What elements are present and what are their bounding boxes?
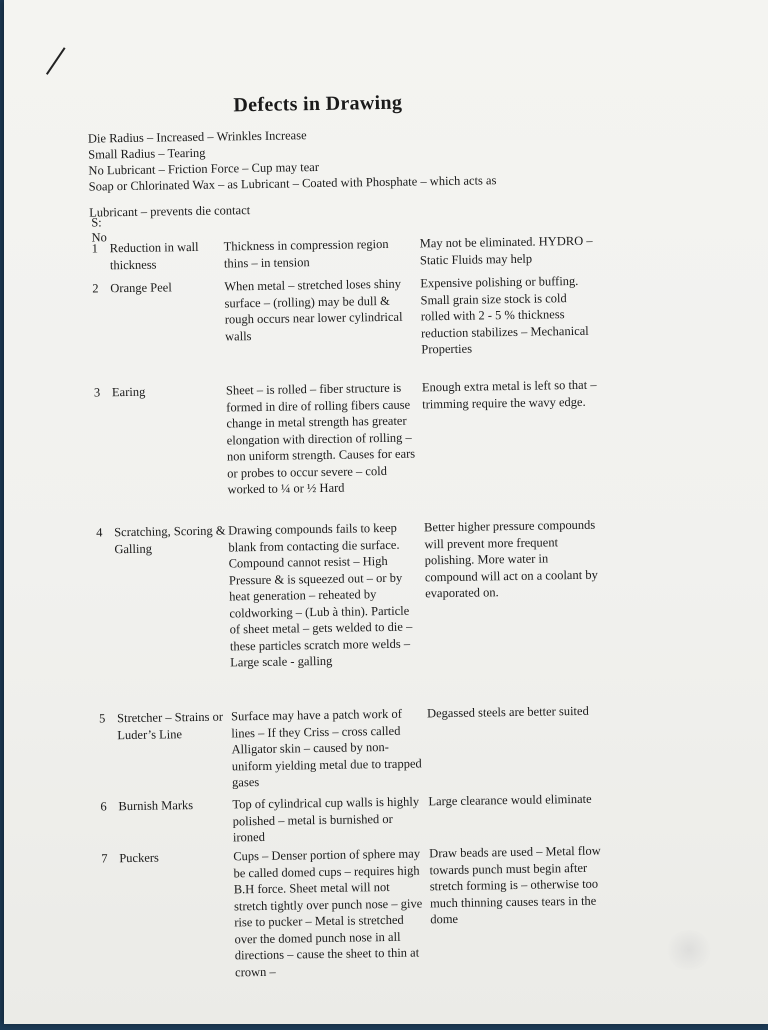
table-row [101, 842, 623, 1000]
defect-cause: Sheet – is rolled – fiber structure is formed in dire of rolling fibers cause change in metal strength has greater elongation with direction of rolling – non uniform strength. Causes for ears or probes to occur severe – cold worked to ¼ or ½ Hard [225, 380, 416, 497]
defect-remedy: Degassed steels are better suited [426, 703, 589, 721]
defect-cause: Thickness in compression region thins – in tension [223, 236, 389, 270]
defects-table [92, 232, 624, 1000]
defect-remedy: Draw beads are used – Metal flow towards punch must begin after stretch forming is – otherwise too much thinning causes tears in the dome [429, 843, 601, 927]
table-row [100, 790, 621, 850]
table-row [92, 272, 614, 384]
defect-name: Stretcher – Strains or Luder’s Line [116, 709, 224, 742]
row-number: 5 [98, 711, 106, 726]
defect-name: Earing [111, 384, 146, 400]
defect-cause: When metal – stretched loses shiny surface – (rolling) may be dull & rough occurs near lower cylindrical walls [224, 276, 403, 343]
intro-line: No Lubricant – Friction Force – Cup may tear [88, 159, 320, 178]
intro-line: Lubricant – prevents die contact [89, 203, 251, 220]
defect-name: Burnish Marks [118, 798, 194, 814]
intro-line: Soap or Chlorinated Wax – as Lubricant – Coated with Phosphate – which acts as [88, 173, 497, 194]
row-number: 2 [92, 281, 99, 296]
intro-line: Small Radius – Tearing [88, 145, 206, 162]
defect-cause: Surface may have a patch work of lines – If they Criss – cross called Alligator skin – caused by non-uniform yielding metal due to trapped gases [230, 706, 422, 790]
defect-remedy: Better higher pressure compounds will prevent more frequent polishing. More water in compound will act on a coolant by evaporated on. [424, 517, 598, 601]
paper-smudge [664, 930, 714, 970]
intro-line: Die Radius – Increased – Wrinkles Increase [87, 128, 307, 146]
defect-name: Reduction in wall thickness [109, 239, 199, 272]
defect-cause: Drawing compounds fails to keep blank from contacting die surface. Compound cannot resist – High Pressure & is squeezed out – or by heat generation – reheated by coldworking – (Lub à thin). Particle of sheet metal – gets welded to die – these particles scratch more welds – Large scale - galling [228, 520, 413, 670]
pen-tick-mark [46, 47, 66, 75]
paper-sheet [4, 0, 768, 1024]
defect-remedy: Large clearance would eliminate [428, 791, 592, 809]
row-number: 3 [93, 385, 101, 400]
row-number: 6 [100, 799, 107, 814]
defect-name: Puckers [119, 850, 159, 866]
defect-remedy: May not be eliminated. HYDRO – Static Fluids may help [419, 233, 593, 267]
table-row [96, 516, 619, 710]
page-title: Defects in Drawing [233, 91, 403, 117]
sno-header-line: No [91, 230, 107, 245]
defect-cause: Cups – Denser portion of sphere may be called domed cups – requires high B.H force. Sheet metal will not stretch tightly over punch nose – give rise to pucker – Metal is stretched over the domed punch nose in all directions – cause the sheet to thin at crown – [233, 846, 423, 979]
defect-name: Scratching, Scoring & Galling [114, 523, 226, 556]
defect-name: Orange Peel [110, 280, 172, 296]
sno-header-line: S: [91, 215, 102, 230]
row-number: 7 [101, 851, 108, 866]
row-number: 1 [91, 241, 99, 256]
defect-remedy: Expensive polishing or buffing. Small grain size stock is cold rolled with 2 - 5 % thickness reduction stabilizes – Mechanical Properties [420, 273, 589, 357]
table-row [94, 376, 616, 524]
row-number: 4 [96, 525, 103, 540]
defect-cause: Top of cylindrical cup walls is highly polished – metal is burnished or ironed [232, 794, 420, 845]
intro-notes [88, 122, 649, 221]
defect-remedy: Enough extra metal is left so that – trimming require the wavy edge. [421, 377, 597, 411]
table-row [99, 702, 620, 798]
